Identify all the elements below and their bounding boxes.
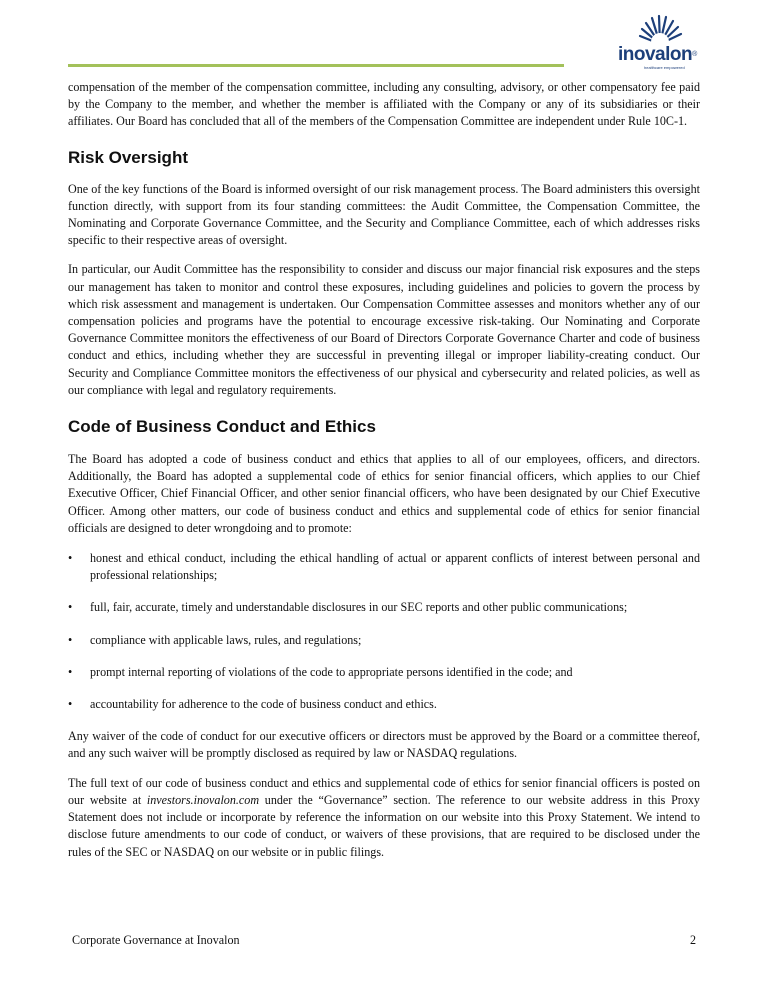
code-bullet-list: [68, 550, 700, 713]
list-item: • honest and ethical conduct, including the ethical handling of actual or apparent conflicts of interest between personal and professional relationships;: [68, 551, 700, 583]
inovalon-logo: [618, 14, 702, 68]
risk-oversight-heading: Risk Oversight: [68, 147, 188, 167]
page-number: 2: [690, 933, 697, 947]
list-item: • accountability for adherence to the code of business conduct and ethics.: [68, 696, 700, 713]
bullet-icon: •: [68, 664, 73, 679]
logo-tagline: healthcare empowered: [644, 65, 685, 70]
list-item: • full, fair, accurate, timely and understandable disclosures in our SEC reports and other public communications;: [68, 599, 700, 616]
list-item: • compliance with applicable laws, rules, and regulations;: [68, 632, 700, 649]
code-intro-paragraph: The Board has adopted a code of business conduct and ethics that applies to all of our employees, officers, and directors. Additionally, the Board has adopted a supplemental code of ethics for senior financial officers, which applies to our Chief Executive Officer, Chief Financial Officer, and other senior financial officers, who have been designated by our Chief Executive Officer. Among other matters, our code of business conduct and ethics and supplemental code of ethics for senior financial officials are designed to deter wrongdoing and to promote:: [68, 452, 700, 535]
website-link: investors.inovalon.com: [146, 792, 260, 807]
list-item: • prompt internal reporting of violations of the code to appropriate persons identified in the code; and: [68, 664, 700, 681]
bullet-icon: •: [68, 697, 73, 712]
risk-paragraph-2: In particular, our Audit Committee has the responsibility to consider and discuss our major financial risk exposures and the steps our management has taken to monitor and control these exposures, including guidelines and policies to govern the process by which risk assessment and management is undertaken. Our Compensation Committee assesses and monitors whether any of our compensation policies and programs have the potential to encourage excessive risk-taking. Our Nominating and Corporate Governance Committee monitors the effectiveness of our Board of Directors Corporate Governance Charter and code of business conduct and ethics, including whether they are successful in preventing illegal or improper liability-creating conduct. Our Security and Compliance Committee monitors the effectiveness of our physical and cybersecurity and related policies, as well as our compliance with legal and regulatory requirements.: [68, 262, 700, 397]
risk-paragraph-1: One of the key functions of the Board is informed oversight of our risk management process. The Board administers this oversight function directly, with support from its four standing committees: the Audit Committee, the Compensation Committee, the Nominating and Corporate Governance Committee, and the Security and Compliance Committee, each of which addresses risks specific to their respective areas of oversight.: [68, 181, 700, 248]
fulltext-paragraph: The full text of our code of business conduct and ethics and supplemental code of ethics for senior financial officers is posted on our website at investors.inovalon.com under the “Governance” section. The reference to our website address in this Proxy Statement does not include or incorporate by reference the information on our website into this Proxy Statement. We intend to disclose future amendments to our code of conduct, or waivers of these provisions, that are required to be disclosed under the rules of the SEC or NASDAQ on our website or in public filings.: [68, 775, 700, 859]
bullet-icon: •: [68, 600, 73, 615]
bullet-icon: •: [68, 551, 73, 566]
bullet-icon: •: [68, 632, 73, 647]
waiver-paragraph: Any waiver of the code of conduct for our executive officers or directors must be approved by the Board or a committee thereof, and any such waiver will be promptly disclosed as required by law or NASDAQ regulations.: [68, 729, 700, 761]
logo-wordmark: inovalon®: [618, 44, 697, 65]
page-content: [68, 79, 700, 861]
code-of-conduct-heading: Code of Business Conduct and Ethics: [68, 417, 376, 437]
header-rule: [68, 64, 564, 67]
logo-sunburst-icon: [632, 14, 688, 48]
intro-paragraph: compensation of the member of the compensation committee, including any consulting, advisory, or other compensatory fee paid by the Company to the member, and whether the member is affiliated with the Company or any of its subsidiaries or their affiliates. Our Board has concluded that all of the members of the Compensation Committee are independent under Rule 10C-1.: [68, 80, 700, 129]
footer-title: Corporate Governance at Inovalon: [72, 933, 240, 947]
